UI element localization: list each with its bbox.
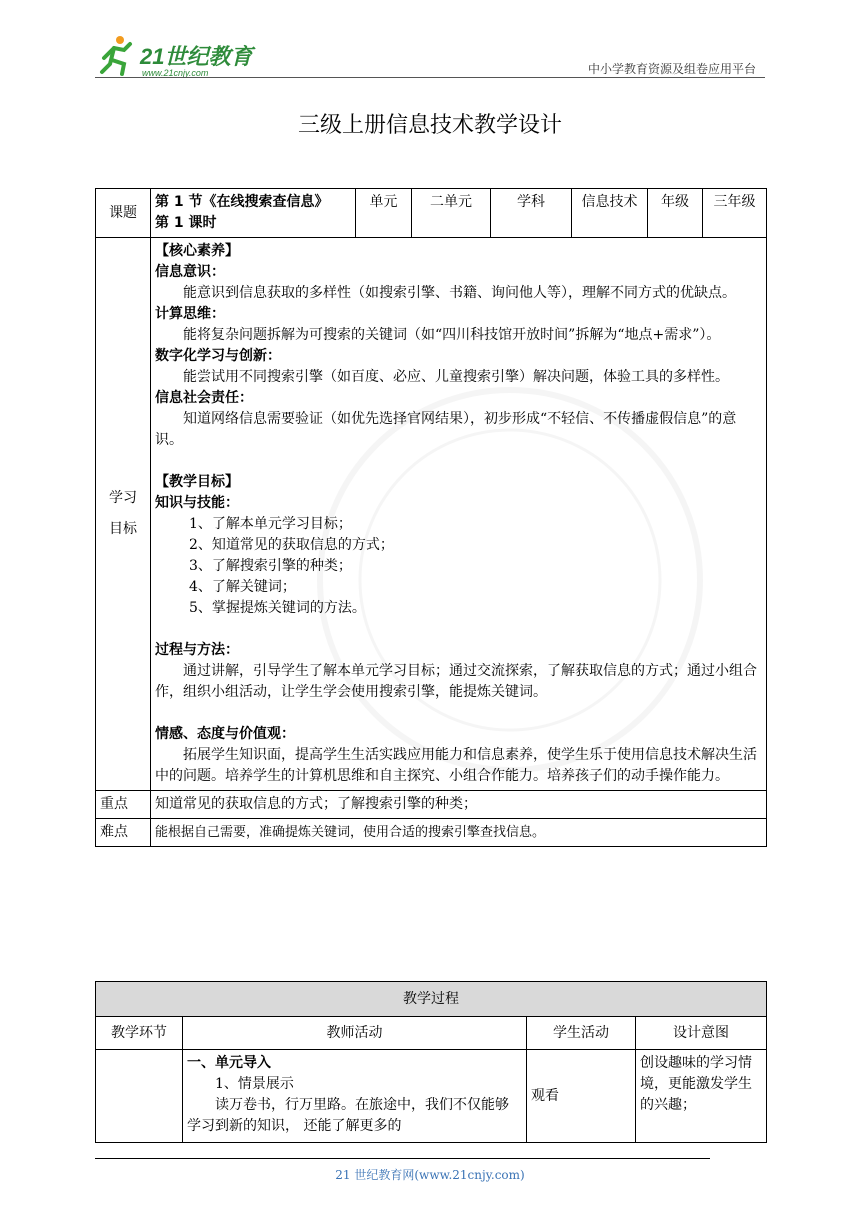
info-awareness-text: 能意识到信息获取的多样性（如搜索引擎、书籍、询问他人等），理解不同方式的优缺点。 xyxy=(183,285,736,301)
header-divider xyxy=(95,77,765,78)
col-teacher: 教师活动 xyxy=(183,1017,527,1050)
difficulty-label: 难点 xyxy=(96,819,151,847)
key-point-text: 知道常见的获取信息的方式；了解搜索引擎的种类； xyxy=(151,791,767,819)
teacher-activity-text: 读万卷书，行万里路。在旅途中，我们不仅能够学习到新的知识， 还能了解更多的 xyxy=(187,1097,509,1134)
svg-text:www.21cnjy.com: www.21cnjy.com xyxy=(142,68,209,78)
grade-value: 三年级 xyxy=(703,189,767,238)
digital-learning-text: 能尝试用不同搜索引擎（如百度、必应、儿童搜索引擎）解决问题，体验工具的多样性。 xyxy=(183,369,729,385)
scene-display: 1、情景展示 xyxy=(215,1076,294,1092)
footer-divider xyxy=(95,1158,710,1159)
platform-name: 中小学教育资源及组卷应用平台 xyxy=(587,62,756,76)
difficulty-text: 能根据自己需要，准确提炼关键词，使用合适的搜索引擎查找信息。 xyxy=(151,819,767,847)
lesson-title-cell xyxy=(151,189,356,238)
runner-icon xyxy=(102,36,130,74)
teacher-activity-cell xyxy=(183,1050,527,1143)
unit-label: 单元 xyxy=(356,189,412,238)
site-logo xyxy=(98,34,268,80)
teaching-process-table xyxy=(95,981,767,1143)
table-row xyxy=(96,1017,767,1050)
lesson-info-table xyxy=(95,188,767,847)
grade-label: 年级 xyxy=(648,189,703,238)
emotion-text: 拓展学生知识面，提高学生生活实践应用能力和信息素养，使学生乐于使用信息技术解决生活中的问题。培养学生的计算机思维和自主探究、小组合作能力。培养孩子们的动手操作能力。 xyxy=(155,747,757,784)
lesson-label: 课题 xyxy=(96,189,151,238)
objectives-content xyxy=(151,238,767,791)
list-item: 2、知道常见的获取信息的方式； xyxy=(189,537,394,553)
subject-value: 信息技术 xyxy=(572,189,648,238)
svg-text:21世纪教育: 21世纪教育 xyxy=(140,44,253,69)
social-responsibility-text: 知道网络信息需要验证（如优先选择官网结果），初步形成“不轻信、不传播虚假信息”的意识。 xyxy=(155,411,737,448)
subject-label: 学科 xyxy=(491,189,572,238)
list-item: 4、了解关键词； xyxy=(189,579,296,595)
unit-intro-heading: 一、单元导入 xyxy=(187,1055,271,1071)
list-item: 5、掌握提炼关键词的方法。 xyxy=(189,600,366,616)
list-item: 1、了解本单元学习目标； xyxy=(189,516,352,532)
document-title: 三级上册信息技术教学设计 xyxy=(297,113,562,138)
process-method-heading: 过程与方法： xyxy=(155,642,239,658)
col-stage: 教学环节 xyxy=(96,1017,183,1050)
process-title: 教学过程 xyxy=(96,982,767,1017)
unit-value: 二单元 xyxy=(412,189,491,238)
knowledge-heading: 知识与技能： xyxy=(155,495,239,511)
footer-text: 21 世纪教育网(www.21cnjy.com) xyxy=(335,1168,525,1182)
col-student: 学生活动 xyxy=(527,1017,636,1050)
digital-learning-heading: 数字化学习与创新： xyxy=(155,348,281,364)
table-row xyxy=(96,819,767,847)
table-row xyxy=(96,189,767,238)
table-row xyxy=(96,1050,767,1143)
social-responsibility-heading: 信息社会责任： xyxy=(155,390,253,406)
lesson-title: 第 1 节《在线搜索查信息》 xyxy=(155,194,329,210)
computational-heading: 计算思维： xyxy=(155,306,225,322)
info-awareness-heading: 信息意识： xyxy=(155,264,225,280)
table-row xyxy=(96,982,767,1017)
design-intent-cell: 创设趣味的学习情境，更能激发学生的兴趣； xyxy=(636,1050,767,1143)
key-point-label: 重点 xyxy=(96,791,151,819)
stage-cell xyxy=(96,1050,183,1143)
core-literacy-heading: 【核心素养】 xyxy=(155,243,239,259)
teaching-goals-heading: 【教学目标】 xyxy=(155,474,239,490)
process-method-text: 通过讲解，引导学生了解本单元学习目标；通过交流探索，了解获取信息的方式；通过小组合作，组织小组活动，让学生学会使用搜索引擎，能提炼关键词。 xyxy=(155,663,757,700)
objectives-label: 学习 目标 xyxy=(96,238,151,791)
computational-text: 能将复杂问题拆解为可搜索的关键词（如“四川科技馆开放时间”拆解为“地点+需求”）。 xyxy=(183,327,721,343)
col-intent: 设计意图 xyxy=(636,1017,767,1050)
list-item: 3、了解搜索引擎的种类； xyxy=(189,558,352,574)
lesson-period: 第 1 课时 xyxy=(155,215,217,231)
emotion-heading: 情感、态度与价值观： xyxy=(155,726,295,742)
table-row xyxy=(96,791,767,819)
table-row xyxy=(96,238,767,791)
student-activity-cell: 观看 xyxy=(527,1050,636,1143)
